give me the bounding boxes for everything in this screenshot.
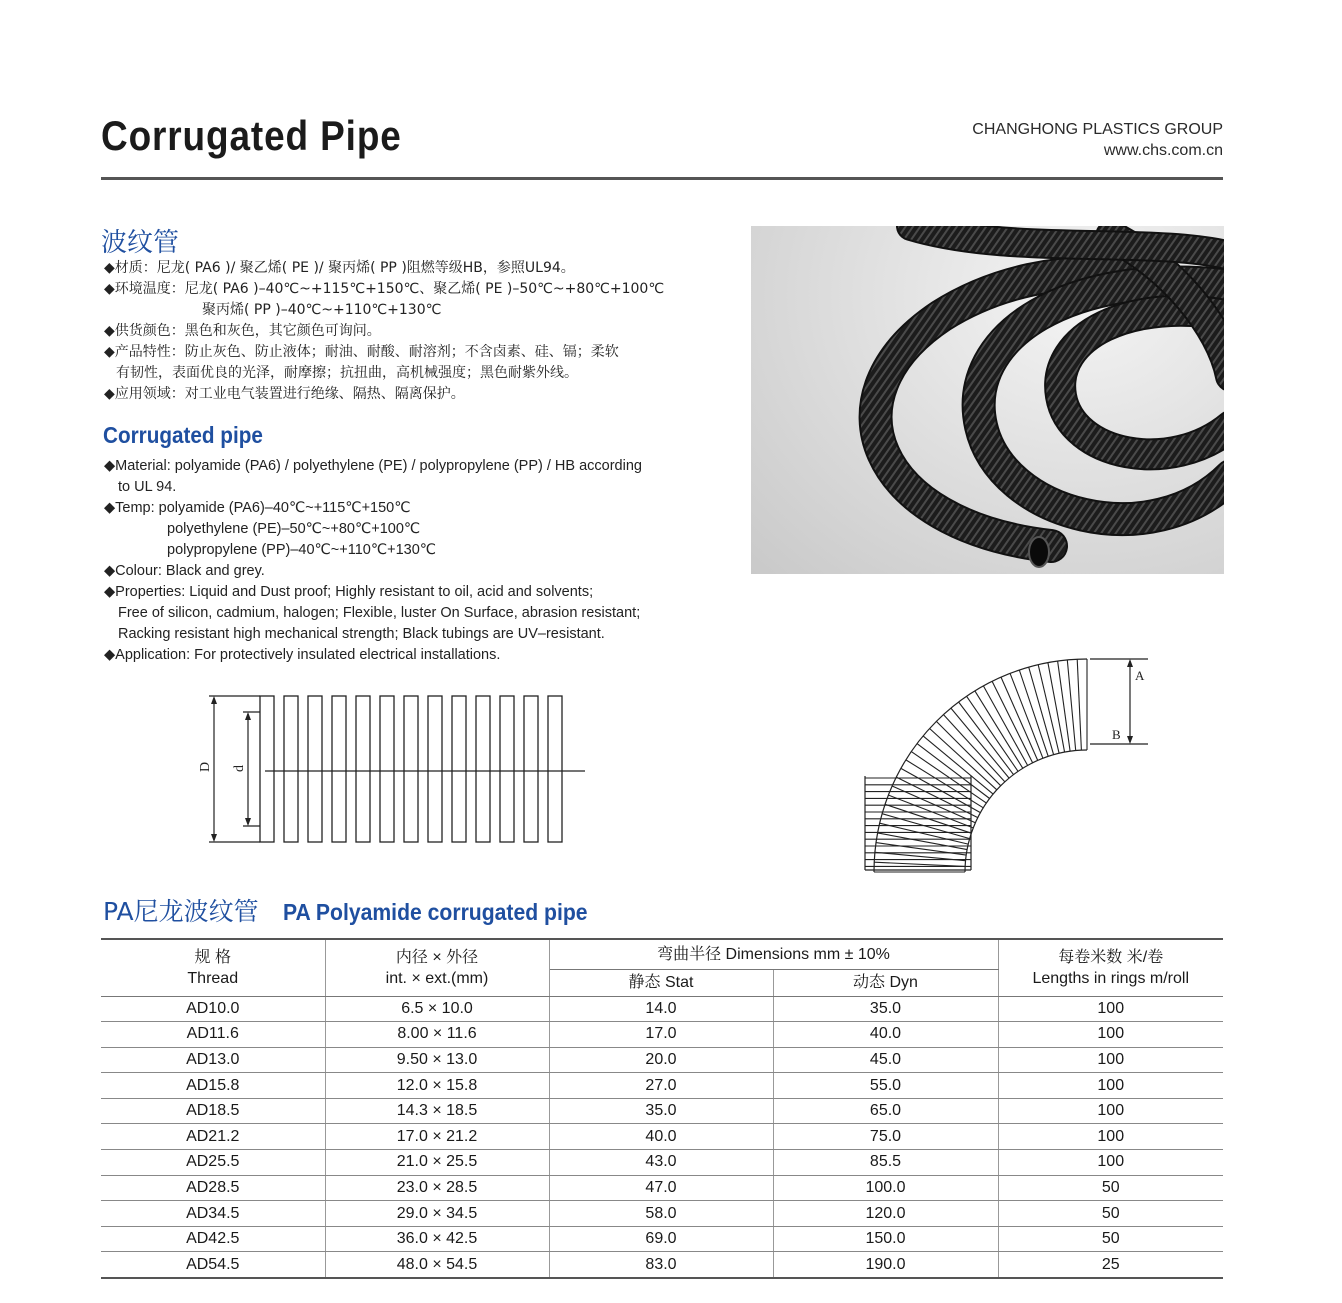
cell-thread: AD10.0	[101, 996, 325, 1022]
cell-dyn: 45.0	[773, 1047, 998, 1073]
header-divider	[101, 177, 1223, 180]
cell-length: 50	[998, 1226, 1223, 1252]
cell-length: 50	[998, 1201, 1223, 1227]
company-website: www.chs.com.cn	[1103, 142, 1223, 159]
spec-temp-pp: polypropylene (PP)–40℃~+110℃+130℃	[167, 542, 437, 558]
spec-material: ◆Material: polyamide (PA6) / polyethylene (PE) / polypropylene (PP) / HB according	[104, 458, 642, 474]
chinese-spec-temp-pp: 聚丙烯( PP )–40℃~+110℃+130℃	[202, 302, 442, 318]
straight-pipe-diagram	[195, 690, 595, 850]
table-row	[101, 1201, 1223, 1227]
cell-size: 21.0 × 25.5	[325, 1150, 549, 1176]
cell-stat: 40.0	[549, 1124, 773, 1150]
cell-dyn: 190.0	[773, 1252, 998, 1278]
company-name: CHANGHONG PLASTICS GROUP	[972, 121, 1223, 138]
cell-dyn: 85.5	[773, 1150, 998, 1176]
section-title-en: PA Polyamide corrugated pipe	[283, 899, 588, 925]
spec-temp: ◆Temp: polyamide (PA6)–40℃~+115℃+150℃	[104, 500, 411, 516]
page-title: Corrugated Pipe	[101, 112, 402, 159]
cell-thread: AD21.2	[101, 1124, 325, 1150]
inner-diameter-label: d	[232, 765, 247, 772]
cell-stat: 58.0	[549, 1201, 773, 1227]
chinese-spec-application: ◆应用领域：对工业电气装置进行绝缘、隔热、隔离保护。	[104, 386, 465, 402]
cell-size: 6.5 × 10.0	[325, 996, 549, 1022]
cell-dyn: 100.0	[773, 1175, 998, 1201]
chinese-spec-properties-cont: 有韧性，表面优良的光泽，耐摩擦；抗扭曲，高机械强度；黑色耐紫外线。	[116, 365, 578, 381]
cell-thread: AD25.5	[101, 1150, 325, 1176]
col-header-thread-cn: 规 格	[194, 948, 231, 966]
cell-length: 100	[998, 1047, 1223, 1073]
cell-stat: 83.0	[549, 1252, 773, 1278]
bent-pipe-diagram	[855, 650, 1165, 880]
cell-thread: AD18.5	[101, 1098, 325, 1124]
cell-thread: AD15.8	[101, 1073, 325, 1099]
cell-stat: 27.0	[549, 1073, 773, 1099]
cell-size: 29.0 × 34.5	[325, 1201, 549, 1227]
chinese-spec-properties: ◆产品特性：防止灰色、防止液体；耐油、耐酸、耐溶剂；不含卤素、硅、镉；柔软	[104, 344, 619, 360]
cell-thread: AD28.5	[101, 1175, 325, 1201]
cell-dyn: 35.0	[773, 996, 998, 1022]
cell-length: 100	[998, 1098, 1223, 1124]
col-header-size-cn: 内径 × 外径	[395, 948, 479, 966]
table-row	[101, 1175, 1223, 1201]
cell-length: 100	[998, 996, 1223, 1022]
bent-pipe-ribs	[865, 659, 1087, 872]
cell-length: 100	[998, 1022, 1223, 1048]
col-header-size	[325, 939, 549, 996]
cell-length: 100	[998, 1073, 1223, 1099]
cell-stat: 17.0	[549, 1022, 773, 1048]
spec-temp-pe: polyethylene (PE)–50℃~+80℃+100℃	[167, 521, 421, 537]
chinese-spec-colour: ◆供货颜色：黑色和灰色，其它颜色可询问。	[104, 323, 381, 339]
cell-stat: 14.0	[549, 996, 773, 1022]
cell-dyn: 120.0	[773, 1201, 998, 1227]
chinese-heading: 波纹管	[101, 228, 180, 258]
cell-dyn: 40.0	[773, 1022, 998, 1048]
col-header-bend-radius: 弯曲半径 Dimensions mm ± 10%	[549, 939, 998, 969]
cell-length: 25	[998, 1252, 1223, 1278]
spec-properties-cont-1: Free of silicon, cadmium, halogen; Flexible, luster On Surface, abrasion resistant;	[118, 605, 641, 621]
english-heading: Corrugated pipe	[103, 422, 263, 448]
col-header-thread-en: Thread	[187, 969, 239, 987]
spec-properties-cont-2: Racking resistant high mechanical strength; Black tubings are UV–resistant.	[118, 626, 605, 642]
cell-dyn: 150.0	[773, 1226, 998, 1252]
chinese-spec-material: ◆材质：尼龙( PA6 )/ 聚乙烯( PE )/ 聚丙烯( PP )阻燃等级HB，参照UL94。	[104, 260, 575, 276]
spec-properties: ◆Properties: Liquid and Dust proof; Highly resistant to oil, acid and solvents;	[104, 584, 594, 600]
cell-length: 50	[998, 1175, 1223, 1201]
dimension-label-a: A	[1135, 668, 1145, 683]
section-title-cn: PA尼龙波纹管	[103, 897, 259, 926]
col-header-length	[998, 939, 1223, 996]
cell-size: 8.00 × 11.6	[325, 1022, 549, 1048]
cell-stat: 43.0	[549, 1150, 773, 1176]
col-header-length-en: Lengths in rings m/roll	[1032, 969, 1189, 987]
outer-diameter-label: D	[198, 761, 213, 772]
cell-dyn: 65.0	[773, 1098, 998, 1124]
cell-size: 36.0 × 42.5	[325, 1226, 549, 1252]
cell-size: 48.0 × 54.5	[325, 1252, 549, 1278]
table-row	[101, 1124, 1223, 1150]
cell-thread: AD11.6	[101, 1022, 325, 1048]
table-row	[101, 996, 1223, 1022]
col-header-stat: 静态 Stat	[549, 969, 773, 996]
cell-size: 9.50 × 13.0	[325, 1047, 549, 1073]
product-photo	[751, 226, 1224, 574]
spec-table	[101, 938, 1223, 1279]
table-row	[101, 1226, 1223, 1252]
cell-thread: AD42.5	[101, 1226, 325, 1252]
table-row	[101, 1073, 1223, 1099]
coiled-pipe-illustration	[751, 226, 1224, 574]
english-spec-list	[104, 456, 642, 666]
col-header-dyn: 动态 Dyn	[773, 969, 998, 996]
col-header-length-cn: 每卷米数 米/卷	[1058, 948, 1164, 966]
cell-thread: AD13.0	[101, 1047, 325, 1073]
cell-dyn: 55.0	[773, 1073, 998, 1099]
table-row	[101, 1098, 1223, 1124]
cell-size: 17.0 × 21.2	[325, 1124, 549, 1150]
cell-size: 12.0 × 15.8	[325, 1073, 549, 1099]
table-row	[101, 1047, 1223, 1073]
cell-size: 23.0 × 28.5	[325, 1175, 549, 1201]
cell-thread: AD54.5	[101, 1252, 325, 1278]
cell-stat: 47.0	[549, 1175, 773, 1201]
cell-stat: 20.0	[549, 1047, 773, 1073]
cell-length: 100	[998, 1150, 1223, 1176]
cell-stat: 35.0	[549, 1098, 773, 1124]
chinese-spec-list	[104, 258, 664, 405]
dimension-label-b: B	[1112, 727, 1121, 742]
company-block	[972, 119, 1223, 161]
col-header-size-en: int. × ext.(mm)	[385, 969, 489, 987]
cell-size: 14.3 × 18.5	[325, 1098, 549, 1124]
spec-colour: ◆Colour: Black and grey.	[104, 563, 265, 579]
table-row	[101, 1022, 1223, 1048]
table-row	[101, 1150, 1223, 1176]
cell-stat: 69.0	[549, 1226, 773, 1252]
chinese-spec-temp: ◆环境温度：尼龙( PA6 )–40℃~+115℃+150℃、聚乙烯( PE )–50℃~+80℃+100℃	[104, 281, 665, 297]
cell-length: 100	[998, 1124, 1223, 1150]
cell-dyn: 75.0	[773, 1124, 998, 1150]
section-heading	[103, 892, 614, 928]
spec-application: ◆Application: For protectively insulated electrical installations.	[104, 647, 501, 663]
col-header-thread	[101, 939, 325, 996]
table-row	[101, 1252, 1223, 1278]
cell-thread: AD34.5	[101, 1201, 325, 1227]
spec-material-cont: to UL 94.	[118, 479, 177, 495]
